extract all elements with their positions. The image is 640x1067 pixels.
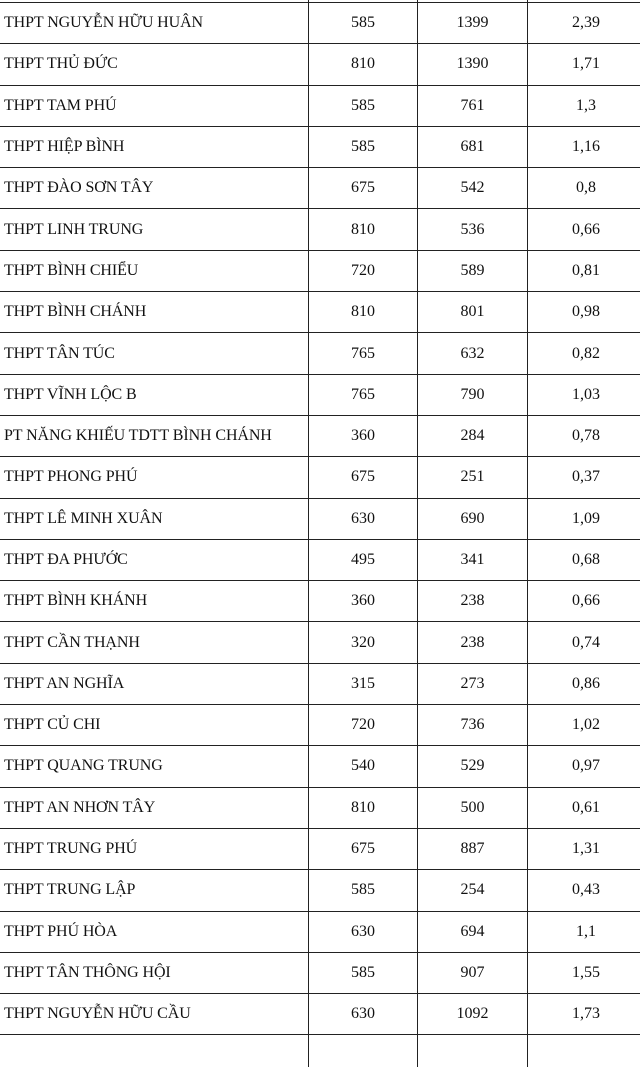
table-row-partial-bottom [0,1035,640,1067]
quota-cell: 765 [309,333,418,374]
ratio-cell: 1,1 [528,911,640,952]
cell-empty [309,1035,418,1067]
ratio-cell: 1,55 [528,952,640,993]
ratio-cell: 1,73 [528,994,640,1035]
quota-cell: 360 [309,415,418,456]
quota-cell: 630 [309,911,418,952]
school-name-cell: THPT AN NGHĨA [0,663,309,704]
table-row [0,3,640,44]
table-row [0,870,640,911]
ratio-cell: 1,09 [528,498,640,539]
ratio-cell: 1,31 [528,828,640,869]
quota-cell: 360 [309,581,418,622]
registrations-cell: 790 [418,374,528,415]
registrations-cell: 251 [418,457,528,498]
school-name-cell: THPT TRUNG LẬP [0,870,309,911]
ratio-cell: 0,97 [528,746,640,787]
ratio-cell: 1,71 [528,44,640,85]
registrations-cell: 1399 [418,3,528,44]
school-name-cell: THPT PHONG PHÚ [0,457,309,498]
table-row [0,168,640,209]
registrations-cell: 500 [418,787,528,828]
quota-cell: 810 [309,787,418,828]
registrations-cell: 907 [418,952,528,993]
registrations-cell: 690 [418,498,528,539]
table-row [0,333,640,374]
school-name-cell: THPT NGUYỄN HỮU CẦU [0,994,309,1035]
school-name-cell: THPT VĨNH LỘC B [0,374,309,415]
registrations-cell: 801 [418,292,528,333]
school-name-cell: THPT CỦ CHI [0,705,309,746]
school-name-cell: THPT ĐÀO SƠN TÂY [0,168,309,209]
registrations-cell: 341 [418,539,528,580]
school-name-cell: THPT TAM PHÚ [0,85,309,126]
registrations-cell: 681 [418,126,528,167]
table-row [0,581,640,622]
registrations-cell: 273 [418,663,528,704]
cell-empty [0,1035,309,1067]
table-row [0,828,640,869]
registrations-cell: 1390 [418,44,528,85]
school-name-cell: THPT BÌNH CHÁNH [0,292,309,333]
registrations-cell: 1092 [418,994,528,1035]
quota-cell: 630 [309,994,418,1035]
ratio-cell: 0,98 [528,292,640,333]
ratio-cell: 2,39 [528,3,640,44]
ratio-cell: 0,68 [528,539,640,580]
school-name-cell: THPT ĐA PHƯỚC [0,539,309,580]
ratio-cell: 0,61 [528,787,640,828]
quota-cell: 675 [309,168,418,209]
quota-cell: 720 [309,250,418,291]
registrations-cell: 254 [418,870,528,911]
ratio-cell: 0,66 [528,581,640,622]
quota-cell: 320 [309,622,418,663]
table-row [0,415,640,456]
ratio-cell: 0,66 [528,209,640,250]
table-row [0,44,640,85]
table-row [0,622,640,663]
school-name-cell: THPT TRUNG PHÚ [0,828,309,869]
table-row [0,911,640,952]
cell-empty [528,1035,640,1067]
school-name-cell: THPT TÂN TÚC [0,333,309,374]
cell-empty [418,1035,528,1067]
table-row [0,663,640,704]
table-row [0,126,640,167]
registrations-cell: 529 [418,746,528,787]
table-row [0,498,640,539]
registrations-cell: 589 [418,250,528,291]
school-name-cell: THPT BÌNH KHÁNH [0,581,309,622]
quota-cell: 810 [309,209,418,250]
school-name-cell: THPT QUANG TRUNG [0,746,309,787]
registrations-cell: 736 [418,705,528,746]
table-row [0,85,640,126]
school-name-cell: THPT BÌNH CHIỂU [0,250,309,291]
ratio-cell: 1,02 [528,705,640,746]
table-row [0,994,640,1035]
table-row [0,209,640,250]
quota-cell: 585 [309,870,418,911]
school-name-cell: THPT NGUYỄN HỮU HUÂN [0,3,309,44]
registrations-cell: 632 [418,333,528,374]
quota-cell: 495 [309,539,418,580]
school-name-cell: PT NĂNG KHIẾU TDTT BÌNH CHÁNH [0,415,309,456]
ratio-cell: 0,82 [528,333,640,374]
table-row [0,374,640,415]
ratio-cell: 1,3 [528,85,640,126]
table-row [0,705,640,746]
quota-cell: 720 [309,705,418,746]
quota-cell: 810 [309,292,418,333]
table-row [0,787,640,828]
registrations-cell: 694 [418,911,528,952]
school-name-cell: THPT HIỆP BÌNH [0,126,309,167]
registrations-cell: 542 [418,168,528,209]
ratio-cell: 0,81 [528,250,640,291]
quota-cell: 765 [309,374,418,415]
ratio-cell: 0,8 [528,168,640,209]
quota-cell: 675 [309,457,418,498]
school-name-cell: THPT TÂN THÔNG HỘI [0,952,309,993]
ratio-cell: 0,86 [528,663,640,704]
ratio-cell: 0,43 [528,870,640,911]
registrations-cell: 284 [418,415,528,456]
quota-cell: 540 [309,746,418,787]
quota-cell: 675 [309,828,418,869]
table-row [0,250,640,291]
table-row [0,539,640,580]
ratio-cell: 0,74 [528,622,640,663]
quota-cell: 810 [309,44,418,85]
ratio-cell: 0,78 [528,415,640,456]
ratio-cell: 0,37 [528,457,640,498]
table-row [0,292,640,333]
school-name-cell: THPT LINH TRUNG [0,209,309,250]
school-name-cell: THPT CẦN THẠNH [0,622,309,663]
ratio-cell: 1,16 [528,126,640,167]
registrations-cell: 887 [418,828,528,869]
quota-cell: 630 [309,498,418,539]
quota-cell: 585 [309,126,418,167]
registrations-cell: 238 [418,581,528,622]
school-name-cell: THPT AN NHƠN TÂY [0,787,309,828]
registrations-cell: 536 [418,209,528,250]
table-row [0,457,640,498]
quota-cell: 585 [309,952,418,993]
table-row [0,952,640,993]
registrations-cell: 238 [418,622,528,663]
ratio-cell: 1,03 [528,374,640,415]
table-row [0,746,640,787]
quota-cell: 585 [309,3,418,44]
quota-cell: 585 [309,85,418,126]
registrations-cell: 761 [418,85,528,126]
school-name-cell: THPT PHÚ HÒA [0,911,309,952]
school-name-cell: THPT LÊ MINH XUÂN [0,498,309,539]
school-name-cell: THPT THỦ ĐỨC [0,44,309,85]
quota-cell: 315 [309,663,418,704]
